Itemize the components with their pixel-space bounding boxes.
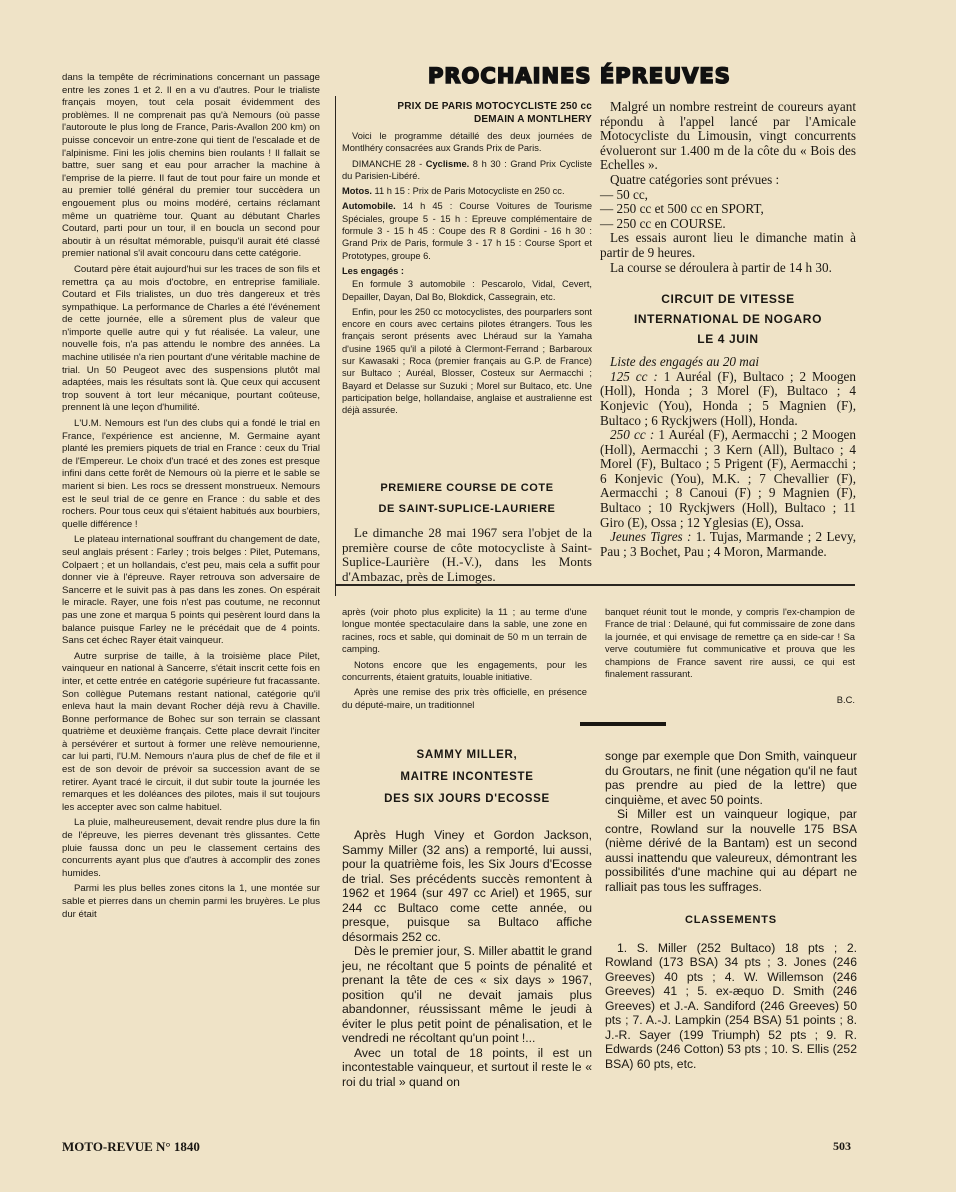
category-item: — 50 cc,: [600, 186, 648, 202]
article-paragraph: Les essais auront lieu le dimanche matin à partir de 9 heures.: [600, 230, 856, 260]
program-day: DIMANCHE 28 -: [352, 158, 426, 169]
classements-list: 1. S. Miller (252 Bultaco) 18 pts ; 2. Rowland (173 BSA) 34 pts ; 3. Jones (246 Greeves) 40 pts ; 4. W. Willemson (246 Greeves) 41 ; 5. ex-æquo D. Smith (246 Greeves) et J.-A. Sandiford (246 Greeves) 50 pts ; 7. A.-J. Lampkin (254 BSA) 51 points ; 8. J.-R. Sayer (199 Triumph) 52 pts ; 9. R. Edwards (246 Cotton) 53 pts ; 10. S. Ellis (252 BSA) 60 pts, etc.: [605, 940, 857, 1071]
program-category: Automobile.: [342, 201, 396, 212]
article-paragraph: Après Hugh Viney et Gordon Jackson, Sammy Miller (32 ans) a remporté, lui aussi, pour la quatrième fois, les Six Jours d'Ecosse de trial. Ses précédents succès remontent à 1962 et 1964 (sur 497 cc Ariel) et 1965, sur 244 cc Bultaco come cette année, ou presque, puisque sa Bultaco affiche désormais 252 cc.: [342, 828, 592, 944]
article-paragraph: songe par exemple que Don Smith, vainqueur du Groutars, ne finit (une négation qu'il ne faut pas prendre au pied de la lettre) que cinquième, et avec 50 points.: [605, 749, 857, 807]
program-text: 14 h 45 : Course Voitures de Tourisme Spéciales, groupe 5 - 15 h : Epreuve complémentaire de formule 3 - 15 h 45 : Coupe des R 8 Gordini - 16 h 30 : Grand Prix de Paris, formule 3 - 17 h 15 : Course Sport et Prototypes, groupe 6.: [342, 201, 592, 261]
program-text: 11 h 15 : Prix de Paris Motocycliste en 250 cc.: [371, 186, 565, 197]
program-category: Cyclisme.: [425, 158, 470, 169]
article-paragraph: [342, 158, 592, 183]
heading-line: PRIX DE PARIS MOTOCYCLISTE 250 cc: [397, 101, 592, 112]
sammy-miller-continued: [605, 749, 857, 1071]
article-paragraph: Après une remise des prix très officielle, en présence du député-maire, un traditionnel: [342, 686, 587, 710]
entry-list: [600, 428, 856, 530]
article-paragraph: Coutard père était aujourd'hui sur les traces de son fils et remettra ça au mois d'octobre, en entreprise familiale. Coutard et Fils trialistes, un duo très dangereux et très sympathique. La performance de Charles a été l'événement de cette journée, elle a sûrement plus de valeur que n'importe quelle autre qui y fut réalisée. La valeur, une nouvelle fois, n'a pas attendu le nombre des années. La machine utilisée n'a rien pourtant d'une véritable machine de trial. Un 50 Peugeot avec des suspensions plutôt mal adaptées, mais les résultats sont là. Que ceux qui accusent trop souvent à tort leur mécanique, pourtant coûteuse, prennent là une leçon d'humilité.: [62, 263, 320, 414]
heading-line: DES SIX JOURS D'ECOSSE: [384, 793, 550, 805]
article-heading: [342, 744, 592, 810]
article-paragraph: Enfin, pour les 250 cc motocyclistes, des pourparlers sont encore en cours avec certains pilotes étrangers. Tous les français seront présents avec Lhéraud sur la Yamaha d'usine 1965 qu'il a piloté à Clermont-Ferrand ; Barbaroux sur Kawasaki ; Roca (premier français au G.P. de France) sur Bultaco ; Auréal, Blosser, Costeux sur Aermacchi ; Bayard et Delasse sur Suzuki ; Morel sur Bultaco, etc. Une participation belge, hollandaise, anglaise et australienne est déjà assurée.: [342, 306, 592, 416]
premiere-course-article: [342, 478, 592, 584]
heading-line: DEMAIN A MONTLHERY: [473, 114, 592, 125]
article-paragraph: Dès le premier jour, S. Miller abattit le grand jeu, ne récoltant que 5 points de pénalité et prenant la tête de ces « six days » 1967, position qu'il ne devait jamais plus abandonner, réussissant même le jeudi à éviter le plus petit point de pénalisation, et le vendredi ne récoltant qu'un point !...: [342, 944, 592, 1045]
magazine-footer: MOTO-REVUE N° 1840: [62, 1139, 200, 1154]
heading-line: CIRCUIT DE VITESSE: [661, 292, 795, 307]
article-heading: [600, 289, 856, 349]
column-divider: [335, 96, 336, 596]
trial-nemours-article: [62, 72, 320, 924]
author-signature: B.C.: [836, 694, 855, 706]
article-paragraph: La pluie, malheureusement, devait rendre plus dure la fin de l'épreuve, les pierres devenant très glissantes. Cette pluie faussa donc un peu le classement certains des concurrents ayant plus que d'autres à accomplir des zones humides.: [62, 817, 320, 879]
article-paragraph: [342, 185, 592, 197]
heading-line: PREMIERE COURSE DE COTE: [380, 482, 554, 494]
category-item: — 250 cc et 500 cc en SPORT,: [600, 201, 764, 217]
entry-text: 1. Tujas, Marmande ; 2 Levy, Pau ; 3 Bochet, Pau ; 4 Moron, Marmande.: [600, 529, 857, 559]
article-paragraph: Le dimanche 28 mai 1967 sera l'objet de la première course de côte motocycliste à Saint-Suplice-Laurière (H.-V.), dans les Monts d'Ambazac, près de Limoges.: [342, 525, 592, 584]
program-category: Motos.: [342, 186, 372, 197]
article-paragraph: Parmi les plus belles zones citons la 1, une montée sur sable et pierres dans un chemin parmi les bruyères. Le plus dur était: [62, 883, 320, 920]
article-paragraph: Avec un total de 18 points, il est un incontestable vainqueur, et surtout il reste le « roi du trial » quand on: [342, 1045, 592, 1089]
page-number: 503: [833, 1139, 851, 1153]
prix-de-paris-article: [342, 100, 592, 420]
section-banner: PROCHAINES ÉPREUVES: [428, 64, 731, 88]
subheading: Les engagés :: [342, 265, 405, 276]
article-paragraph: banquet réunit tout le monde, y compris l'ex-champion de France de trial : Delauné, qui fut commissaire de zone dans la journée, et qui envisage de remettre ça en side-car ! Sa verve coutumière fut communicative et prouva que les champions de France savent rire aussi, ce qui est finalement rassurant.: [605, 606, 855, 680]
article-paragraph: [342, 200, 592, 261]
entry-list: [600, 530, 856, 559]
article-paragraph: Malgré un nombre restreint de coureurs ayant répondu à l'appel lancé par l'Amicale Motocycliste du Limousin, vingt concurrents évolueront sur 1.400 m de la côte du « Bois des Echelles ».: [600, 99, 856, 173]
heading-line: INTERNATIONAL DE NOGARO: [633, 312, 823, 327]
article-paragraph: Voici le programme détaillé des deux journées de Montlhéry consacrées aux Grands Prix de Paris.: [342, 131, 592, 154]
section-divider: [335, 584, 855, 586]
section-divider-bar: [580, 722, 666, 726]
class-label: Jeunes Tigres :: [610, 529, 692, 545]
heading-line: LE 4 JUIN: [697, 332, 759, 347]
entry-text: 1 Auréal (F), Aermacchi ; 2 Moogen (Holl), Aermacchi ; 3 Kern (All), Bultaco ; 4 Morel (F), Bultaco ; 5 Prigent (F), Aermacchi ; 6 Konjevic (You), M.K. ; 7 Chevallier (F), Aermacchi ; 8 Canoui (F) ; 9 Magnien (F), Bultaco ; 10 Ryckjwers (Holl), Bultaco ; 11 Giro (E), Ossa ; 12 Yglesias (E), Ossa.: [600, 427, 856, 530]
trial-continuation-a: [342, 606, 587, 714]
trial-continuation-b: [605, 606, 855, 707]
article-heading: [342, 478, 592, 520]
heading-line: MAITRE INCONTESTE: [400, 771, 534, 783]
article-paragraph: En formule 3 automobile : Pescarolo, Vidal, Cevert, Depailler, Dayan, Dal Bo, Blokdick, Cassegrain, etc.: [342, 279, 592, 302]
entry-text: 1 Auréal (F), Bultaco ; 2 Moogen (Holl), Honda ; 3 Morel (F), Bultaco ; 4 Konjevic (You), Honda ; 5 Magnien (F), Bultaco ; 6 Ryckjwers (Holl), Honda.: [600, 368, 856, 428]
classements-heading: CLASSEMENTS: [685, 914, 777, 926]
article-paragraph: après (voir photo plus explicite) la 11 ; au terme d'une longue montée spectaculaire dans la sable, une zone en racines, rocs et sable, qui dominait de 50 m un terrain de camping.: [342, 606, 587, 655]
article-paragraph: La course se déroulera à partir de 14 h 30.: [610, 259, 832, 275]
list-heading: Liste des engagés au 20 mai: [610, 354, 760, 370]
heading-line: DE SAINT-SUPLICE-LAURIERE: [378, 503, 556, 515]
class-label: 125 cc :: [610, 368, 658, 384]
article-paragraph: Notons encore que les engagements, pour les concurrents, étaient gratuits, louable initiative.: [342, 658, 587, 683]
program-text: 8 h 30 : Grand Prix Cycliste du Parisien-Libéré.: [342, 158, 592, 181]
heading-line: SAMMY MILLER,: [416, 749, 518, 761]
sammy-miller-article: [342, 744, 592, 1089]
entry-list: [600, 370, 856, 428]
limousin-nogaro-column: [600, 100, 856, 559]
article-paragraph: Le plateau international souffrant du changement de date, seul anglais présent : Farley ; trois belges : Pilet, Putemans, Colpaert ; et un hollandais, c'est peu, mais cela a suffit pour donner vie à l'épreuve. Rayer retrouva son adversaire de Sancerre et le suivit pas à pas dans les zones. On espérait le miracle. Rayer, une fois n'est pas coutume, ne reconnut pas une zone et marqua 5 points qui pesèrent lourd dans la balance puisque Farley ne le précédait que de 4 points. Sans cet échec Rayer était vainqueur.: [62, 534, 320, 647]
article-paragraph: Quatre catégories sont prévues :: [610, 171, 780, 187]
class-label: 250 cc :: [610, 427, 655, 443]
article-paragraph: dans la tempête de récriminations concernant un passage entre les zones 1 et 2. Il en a vu d'autres. Pour le trialiste français moyen, tout cela posait évidemment des problèmes. Il ne comprenait pas qu'à Nemours (où passe l'autoroute le plus long de France, Paris-Avallon 200 km) on puisse concevoir un entre-zone qui tient de l'escalade et de l'alpinisme. Fini les jolis chemins bien roulants ! Il fallait se battre, suer sang et eau pour arracher la machine à l'emprise de la pierre. Il faut de tout pour faire un monde et au premier tollé général du premier tour succèdera un engouement plus ou moins modéré, certains réclamant même un quatrième tour. Quant au débutant Charles Coutard, parti pour un tour, il en boucla un second pour aboutir à un résultat mémorable, puisqu'il aurait été classé premier national s'il avait concouru dans cette catégorie.: [62, 72, 320, 260]
article-heading: [342, 100, 592, 126]
article-paragraph: Si Miller est un vainqueur logique, par contre, Rowland sur la nouvelle 175 BSA (nième dérivé de la Bantam) est un second aussi inattendu que valeureux, démontrant les possibilités d'une machine qui au départ ne ralliait pas tous les suffrages.: [605, 807, 857, 894]
category-item: — 250 cc en COURSE.: [600, 215, 726, 231]
article-paragraph: L'U.M. Nemours est l'un des clubs qui a fondé le trial en France, l'expérience est ancienne, M. Germaine ayant planté les premiers piquets de trial en France : ceux du Trial de l'Empereur. Le choix d'un tracé et des zones est presque infini dans cette forêt de Nemours où la pierre et le sable se marient si bien. Les rocs se dressent monstrueux. Nemours est le seul trial de ce genre en France : du sable et des rochers. Pour tous ceux qui s'étaient habitués aux bourbiers, quelle différence !: [62, 418, 320, 530]
article-paragraph: Autre surprise de taille, à la troisième place Pilet, vainqueur en national à Sancerre, s'était inscrit cette fois en inter, et cette entrée en catégorie supérieure fut fracassante. Son collègue Putemans restant national, catégorie qu'il enleva haut la main devant Rocher déjà revu à Chaville. Bonne performance de Bohec sur son terrain se classant quatrième et deuxième français. Cette place devrait l'inciter à persévérer et surtout à former une relève nemourienne, car lui parti, l'U.M. Nemours n'aura plus de chef de file et il est de son devoir de prévoir sa succession avant de se retirer. Ayant tracé le circuit, il dut subir toute la journée les remarques et les doléances des pilotes, mais il sut toujours les accepter avec son calme habituel.: [62, 650, 320, 813]
